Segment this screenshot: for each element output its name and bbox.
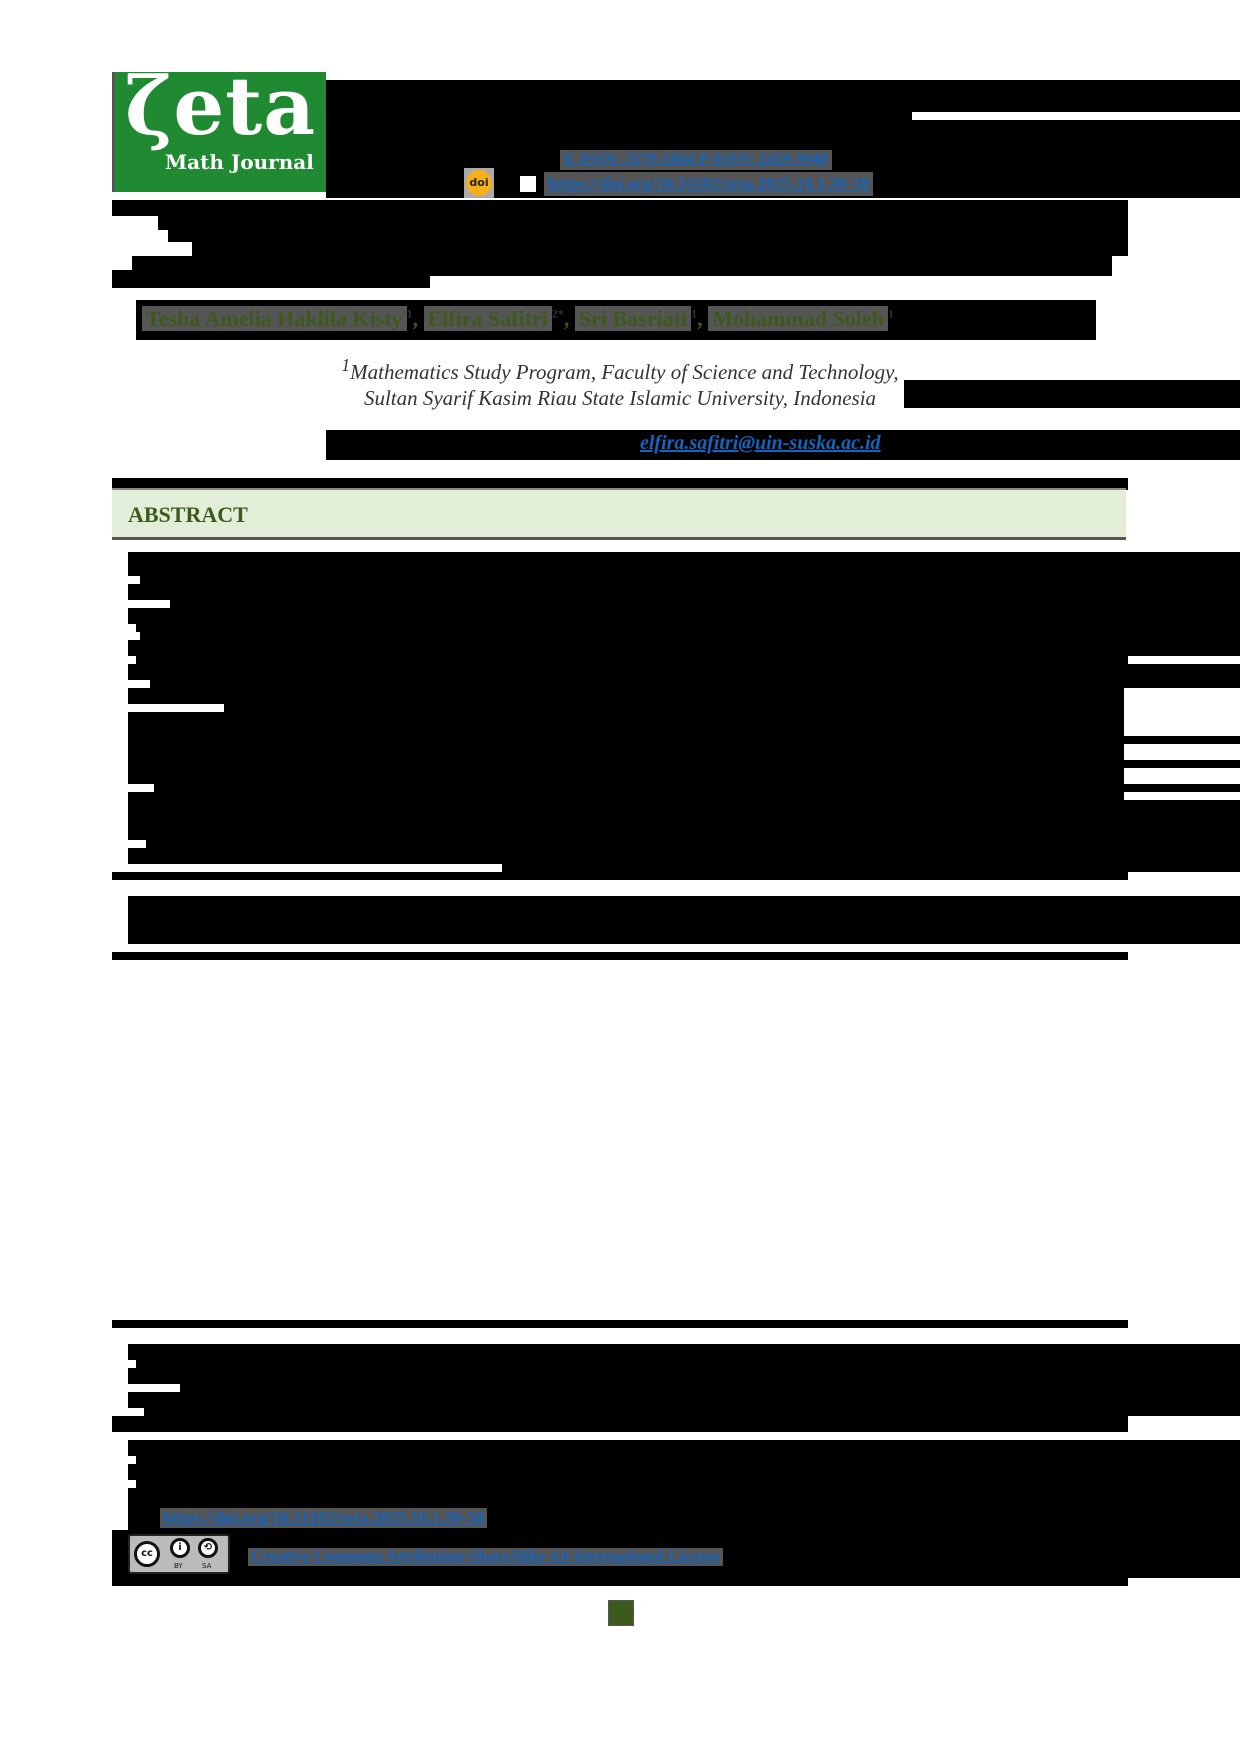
- redaction-gap: [430, 276, 1230, 290]
- cc-icon: cc: [134, 1541, 160, 1567]
- redaction-gap: [1128, 200, 1240, 214]
- author-sup: 2*: [551, 306, 564, 321]
- share-alike-icon: ⟲: [198, 1538, 218, 1558]
- logo-wordmark: ζeta: [125, 59, 317, 153]
- author-name[interactable]: Tesha Amelia Haklila Kisty: [142, 306, 407, 331]
- redacted-title: [112, 200, 1128, 288]
- redaction-gap: [112, 216, 158, 230]
- redaction-gap: [1128, 656, 1240, 664]
- author-sup: 1: [887, 306, 894, 321]
- redaction-gap: [1124, 744, 1240, 760]
- author-sup: 1: [691, 306, 698, 321]
- bullet-square: [520, 176, 536, 192]
- redaction-gap: [128, 632, 140, 640]
- redaction-gap: [128, 624, 136, 632]
- redaction-gap: [112, 256, 132, 270]
- section-rule: [112, 1416, 1128, 1432]
- redaction-gap: [128, 1456, 136, 1464]
- license-link[interactable]: Creative Commons Attribution-ShareAlike 4.0 International License: [248, 1548, 723, 1566]
- affiliation-line-2: Sultan Syarif Kasim Riau State Islamic University, Indonesia: [363, 386, 877, 410]
- footer-rule: [112, 1578, 1128, 1586]
- affiliation-line-1: $^1$Mathematics Study Program, Faculty of Science and Technology,: [341, 355, 899, 384]
- redaction-gap: [128, 1360, 136, 1368]
- author-list: Tesha Amelia Haklila Kisty $^1$, Elfira Safitri $^{2*}$, Sri Basriati $^1$, Mohammad Soleh $^1$: [142, 306, 894, 336]
- citation-doi-link[interactable]: https://doi.org/10.31102/zeta.2025.10.1.30-38: [160, 1508, 487, 1528]
- doi-link[interactable]: https://doi.org/10.31102/zeta.2025.10.1.30-38: [544, 172, 873, 196]
- redaction-gap: [128, 1384, 180, 1392]
- redaction-gap: [128, 1408, 144, 1416]
- redaction-gap: [1124, 688, 1240, 736]
- doi-badge: [464, 168, 494, 198]
- redaction-gap: [128, 656, 136, 664]
- affiliation: [310, 352, 930, 411]
- author-name[interactable]: Elfira Safitri: [424, 306, 552, 331]
- redacted-article-info: [128, 1344, 1240, 1416]
- redacted-citation: [128, 1440, 1240, 1500]
- logo-subtitle: Math Journal: [165, 150, 314, 174]
- cc-sa-label: SA: [202, 1562, 212, 1570]
- redaction-gap: [128, 600, 170, 608]
- abstract-heading: ABSTRACT: [128, 502, 248, 527]
- journal-logo: [112, 59, 326, 192]
- redaction-gap: [128, 840, 146, 848]
- redaction-gap: [128, 1480, 136, 1488]
- redaction-gap: [1112, 256, 1240, 278]
- attribution-icon: i: [170, 1538, 190, 1558]
- redacted-block: [904, 380, 1240, 408]
- abstract-header: [112, 488, 1126, 540]
- doi-icon: doi: [466, 170, 492, 196]
- abstract-bottom-rule: [112, 872, 1128, 880]
- redaction-gap: [128, 784, 154, 792]
- author-sup: 1: [406, 306, 413, 321]
- redaction-gap: [128, 576, 140, 584]
- redaction-gap: [128, 680, 150, 688]
- author-name[interactable]: Mohammad Soleh: [708, 306, 888, 331]
- redaction-gap: [112, 230, 168, 242]
- section-rule: [112, 1320, 1128, 1328]
- redaction-gap: [1124, 768, 1240, 784]
- redaction-gap: [128, 864, 502, 872]
- redacted-abstract-body: [128, 552, 1240, 872]
- header-rule: [912, 112, 1240, 120]
- keywords-rule: [112, 952, 1128, 960]
- redaction-gap: [1124, 792, 1240, 800]
- redaction-gap: [112, 242, 192, 256]
- corresponding-email[interactable]: elfira.safitri@uin-suska.ac.id: [640, 432, 881, 454]
- redaction-gap: [128, 704, 224, 712]
- cc-by-label: BY: [174, 1562, 183, 1570]
- page-number: 30: [608, 1600, 634, 1626]
- author-name[interactable]: Sri Basriati: [575, 306, 691, 331]
- issn-link[interactable]: E-ISSN: 2579-5864 P-ISSN: 2459-9948: [560, 150, 832, 170]
- cc-by-sa-badge[interactable]: [128, 1534, 230, 1574]
- redacted-keywords: [128, 896, 1240, 944]
